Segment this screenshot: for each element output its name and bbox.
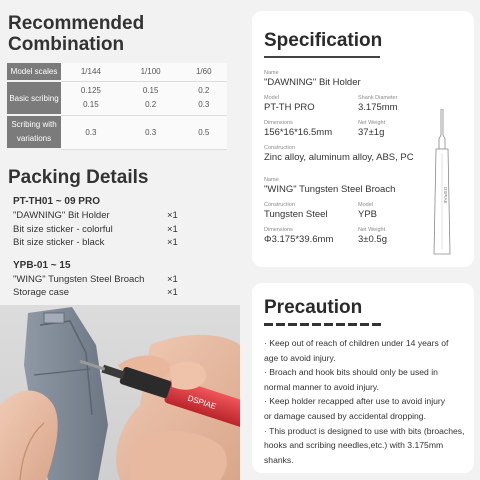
value: 0.2 [145, 100, 157, 109]
label-line: Scribing with [11, 120, 57, 129]
recommended-title [8, 13, 144, 55]
product-photo [0, 305, 240, 480]
field-value: 3±0.5g [358, 234, 387, 245]
table-row [7, 115, 227, 149]
field-value: Zinc alloy, aluminum alloy, ABS, PC [264, 152, 414, 163]
value: 0.15 [83, 100, 99, 109]
precaution-line: or damage caused by accidental dropping. [264, 410, 426, 421]
value-cell [121, 81, 181, 115]
field-label: Construction [264, 202, 295, 208]
precaution-text [264, 336, 469, 467]
packing-group-code: YPB-01 ~ 15 [13, 259, 71, 271]
label-line: variations [16, 134, 52, 143]
specification-title: Specification [264, 30, 383, 51]
field-value: "WING" Tungsten Steel Broach [264, 184, 396, 195]
field-label: Model [264, 95, 279, 101]
recommended-title-line2: Combination [8, 34, 125, 55]
item-qty: ×1 [167, 237, 178, 248]
field-label: Model [358, 202, 373, 208]
holder-construction-field [264, 145, 414, 164]
field-value: 3.175mm [358, 102, 398, 113]
item-name: "DAWNING" Bit Holder [13, 210, 110, 221]
precaution-line: hooks and scribing needles,etc.) with 3.175mm shanks. [264, 440, 444, 465]
field-label: Construction [264, 145, 295, 151]
field-label: Dimensions [264, 227, 293, 233]
precaution-line: age to avoid injury. [264, 352, 336, 363]
value: 0.3 [198, 100, 210, 109]
scale-cell: 1/144 [61, 63, 121, 81]
scribing-variations-label [7, 115, 61, 149]
field-label: Net Weight [358, 227, 386, 233]
packing-group-code: PT-TH01 ~ 09 PRO [13, 196, 100, 207]
value-cell [61, 81, 121, 115]
list-item [13, 273, 183, 287]
combination-table [7, 63, 227, 150]
item-name: Bit size sticker - colorful [13, 223, 113, 235]
field-value: Tungsten Steel [264, 209, 328, 220]
item-name: Storage case [13, 287, 69, 298]
precaution-line: · Keep out of reach of children under 14 years of [264, 338, 449, 348]
field-value: Φ3.175*39.6mm [264, 234, 334, 245]
item-qty: ×1 [167, 210, 178, 221]
table-row [7, 63, 227, 81]
field-label: Net Weight [358, 120, 386, 126]
broach-weight-field [358, 227, 387, 246]
value: 0.15 [142, 86, 159, 95]
recommended-title-line1: Recommended [8, 13, 145, 34]
specification-card [252, 11, 474, 267]
left-hand [0, 391, 58, 480]
holder-name-field [264, 70, 361, 89]
packing-list [13, 196, 183, 300]
precaution-title: Precaution [264, 297, 363, 318]
field-value: 37±1g [358, 127, 385, 138]
broach-name-field [264, 177, 395, 196]
value-cell [181, 81, 228, 115]
precaution-card [252, 283, 474, 473]
basic-scribing-label: Basic scribing [7, 81, 61, 115]
value-cell: 0.3 [61, 115, 121, 149]
table-row [7, 81, 227, 115]
title-underline [264, 56, 380, 58]
broach-model-field [358, 202, 377, 221]
holder-weight-field [358, 120, 385, 139]
holder-model-field [264, 95, 315, 114]
value: 0.2 [198, 86, 210, 95]
value-cell: 0.5 [181, 115, 228, 149]
scale-cell: 1/100 [121, 63, 181, 81]
value: 0.125 [80, 86, 101, 95]
item-qty: ×1 [167, 287, 178, 298]
bit-holder-drawing [428, 109, 456, 259]
item-name: "WING" Tungsten Steel Broach [13, 273, 145, 285]
item-qty: ×1 [167, 273, 178, 285]
tool-brand-text: DSPIAE [443, 187, 448, 204]
scale-cell: 1/60 [181, 63, 228, 81]
precaution-line: · Keep holder recapped after use to avoid injury [264, 396, 446, 407]
field-label: Name [264, 70, 279, 76]
pen-brand-text: DSPIAE [186, 393, 218, 412]
field-label: Dimensions [264, 120, 293, 126]
title-dash-underline [264, 323, 381, 326]
field-value: 156*16*16.5mm [264, 127, 333, 138]
field-value: PT-TH PRO [264, 102, 315, 113]
field-label: Name [264, 177, 279, 183]
value-cell: 0.3 [121, 115, 181, 149]
holder-dimensions-field [264, 120, 332, 139]
broach-dimensions-field [264, 227, 333, 246]
precaution-line: · This product is designed to use with bits (broaches, [264, 425, 465, 436]
list-item [13, 286, 183, 300]
model-scales-label: Model scales [7, 63, 61, 81]
precaution-line: · Broach and hook bits should only be used in [264, 367, 438, 378]
list-item [13, 236, 183, 250]
item-qty: ×1 [167, 223, 178, 235]
holder-shank-field [358, 95, 398, 114]
field-label: Shank Diameter [358, 95, 398, 101]
list-item [13, 209, 183, 223]
item-name: Bit size sticker - black [13, 237, 105, 248]
hand-scribing-illustration [0, 305, 240, 480]
precaution-line: normal manner to avoid injury. [264, 381, 379, 392]
list-item [13, 223, 183, 237]
field-value: "DAWNING" Bit Holder [264, 77, 361, 88]
packing-title: Packing Details [8, 167, 149, 188]
broach-construction-field [264, 202, 328, 221]
field-value: YPB [358, 209, 378, 220]
